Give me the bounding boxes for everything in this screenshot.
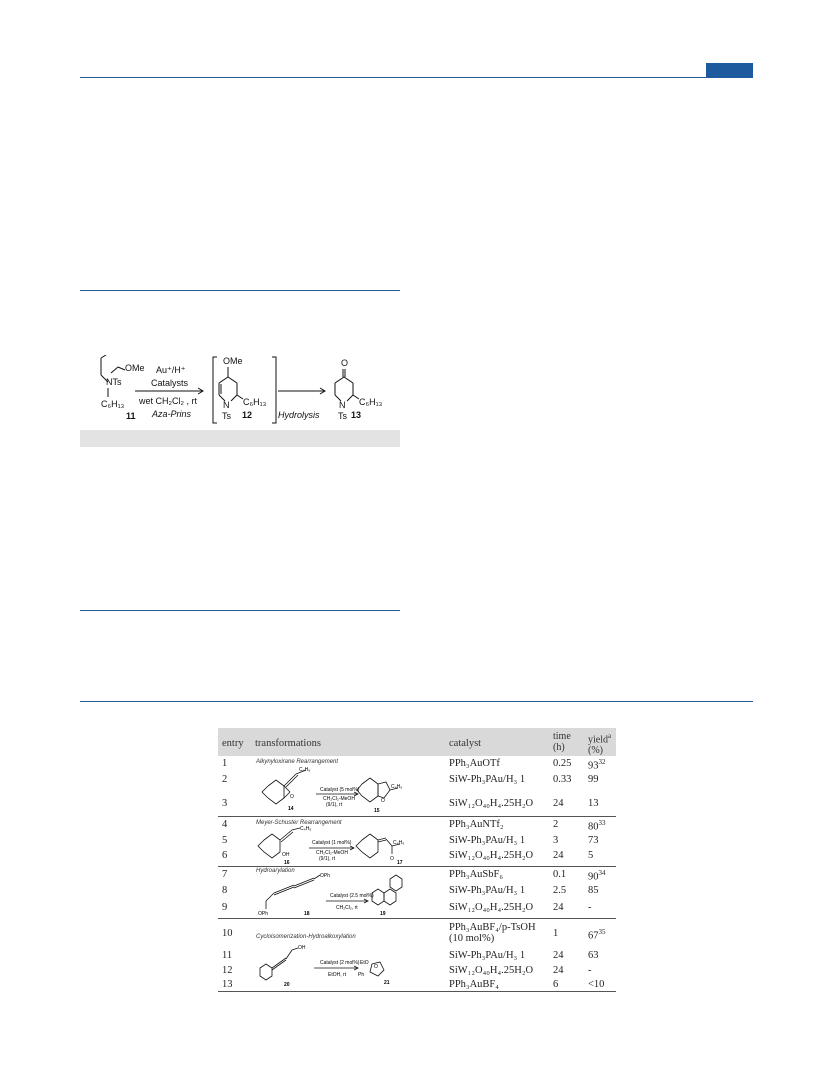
n-label-12: N	[223, 400, 230, 410]
table-row	[218, 965, 616, 979]
table-row	[218, 922, 616, 950]
yield-cell: <10	[588, 979, 605, 990]
entry-cell: 6	[222, 850, 228, 861]
table-row	[218, 835, 616, 849]
catalyst-cell: SiW₁₂O₄₀H₄.25H₂O	[449, 965, 534, 976]
cat-25-label: Catalyst (2.5 mol%)	[330, 893, 374, 899]
hydrolysis-label: Hydrolysis	[278, 410, 320, 420]
o-label-21: O	[374, 964, 378, 970]
time-cell: 6	[553, 979, 559, 990]
reagent-top: Au⁺/H⁺	[156, 365, 186, 375]
solvent-label-3: CH₂Cl₂, rt	[336, 905, 358, 911]
header-rule	[80, 77, 753, 78]
catalyst-cell: SiW-Ph₃PAu/H₃ 1	[449, 774, 526, 785]
table-row	[218, 979, 616, 993]
catalyst-cell: PPh₃AuBF₄	[449, 979, 499, 990]
time-cell: 1	[553, 928, 559, 939]
compound-13-label: 13	[351, 410, 362, 420]
catalyst-cell: PPh₃AuSbF₆	[449, 869, 504, 880]
section-separator-2	[218, 866, 616, 867]
section-cycloisomerization: Cycloisomerization-Hydroalkoxylation	[256, 934, 356, 940]
header-catalyst: catalyst	[449, 738, 482, 749]
section-separator-3	[218, 918, 616, 919]
yield-cell: $67^{35}$	[588, 928, 606, 942]
o-label-14: O	[290, 794, 294, 800]
time-cell: 24	[553, 950, 564, 961]
entry-cell: 12	[222, 965, 233, 976]
time-cell: 24	[553, 850, 564, 861]
ratio-label-1: (9/1), rt	[326, 802, 343, 808]
compound-19-label: 19	[380, 911, 386, 917]
figure-caption-bar	[80, 430, 400, 447]
yield-cell: $90^{34}$	[588, 869, 606, 883]
table-header	[218, 728, 616, 756]
table-top-rule	[80, 701, 753, 702]
header-time: time (h)	[553, 731, 571, 753]
catalyst-cell: SiW₁₂O₄₀H₄.25H₂O	[449, 902, 534, 913]
entry-cell: 13	[222, 979, 233, 990]
time-cell: 3	[553, 835, 559, 846]
cat-1-label: Catalyst (1 mol%)	[312, 840, 352, 846]
catalyst-cell: PPh₃AuBF₄/p-TsOH (10 mol%)	[449, 922, 536, 944]
cat-2-label: Catalyst (2 mol%)	[320, 960, 360, 966]
n-label-13: N	[339, 400, 346, 410]
o-label-17: O	[390, 856, 394, 862]
entry-cell: 11	[222, 950, 233, 961]
entry-cell: 3	[222, 798, 228, 809]
table-row	[218, 798, 616, 812]
ts-label-12: Ts	[222, 411, 231, 421]
yield-cell: $80^{33}$	[588, 819, 606, 833]
yield-cell: -	[588, 965, 592, 976]
time-cell: 0.1	[553, 869, 567, 880]
reagent-catalysts: Catalysts	[151, 378, 189, 388]
time-cell: 24	[553, 902, 564, 913]
yield-cell: 99	[588, 774, 599, 785]
cat-5-label: Catalyst (5 mol%)	[320, 787, 360, 793]
oph-label-bottom: OPh	[258, 911, 269, 917]
table-row	[218, 950, 616, 964]
entry-cell: 1	[222, 758, 228, 769]
solvent-label-4: EtOH, rt	[328, 972, 347, 978]
eto-label: EtO	[360, 960, 369, 966]
catalyst-cell: SiW₁₂O₄₀H₄.25H₂O	[449, 850, 534, 861]
header-yield: yield$^a$ (%)	[588, 732, 612, 757]
section-alkynyloxirane: Alkynyloxirane Rearrangement	[256, 759, 339, 765]
compound-12-label: 12	[242, 410, 253, 420]
catalysis-results-table	[218, 728, 616, 990]
header-transformations: transformations	[255, 738, 321, 749]
time-cell: 0.33	[553, 774, 572, 785]
section-hydroarylation: Hydroarylation	[256, 868, 295, 874]
yield-cell: 73	[588, 835, 599, 846]
compound-18-label: 18	[304, 911, 310, 917]
c6h13-label-11: C₆H₁₃	[101, 399, 125, 409]
catalyst-cell: PPh₃AuNTf₂	[449, 819, 504, 830]
entry-cell: 8	[222, 885, 228, 896]
ratio-label-2: (9/1), rt	[319, 856, 336, 862]
entry-cell: 10	[222, 928, 233, 939]
time-cell: 24	[553, 798, 564, 809]
compound-16-label: 16	[284, 860, 290, 866]
section-meyer-schuster: Meyer-Schuster Rearrangement	[256, 820, 342, 826]
catalyst-cell: SiW-Ph₃PAu/H₃ 1	[449, 835, 526, 846]
c4h9-label-16: C₄H₉	[300, 826, 312, 832]
oh-label-20: OH	[298, 945, 306, 951]
ts-label-13: Ts	[338, 411, 347, 421]
c6h13-label-13: C₆H₁₃	[359, 397, 383, 407]
entry-cell: 4	[222, 819, 228, 830]
table-row	[218, 758, 616, 772]
catalyst-cell: SiW-Ph₃PAu/H₃ 1	[449, 885, 526, 896]
compound-15-label: 15	[374, 808, 380, 814]
c6h13-label-12: C₆H₁₃	[243, 397, 267, 407]
reagent-solvent: wet CH₂Cl₂ , rt	[139, 396, 197, 406]
catalyst-cell: PPh₃AuOTf	[449, 758, 500, 769]
table-row	[218, 869, 616, 883]
yield-cell: -	[588, 902, 592, 913]
compound-21-label: 21	[384, 980, 390, 986]
section-separator-1	[218, 816, 616, 817]
compound-17-label: 17	[397, 860, 403, 866]
aza-prins-scheme	[80, 355, 400, 425]
time-cell: 2.5	[553, 885, 567, 896]
compound-20-label: 20	[284, 982, 290, 988]
entry-cell: 2	[222, 774, 228, 785]
yield-cell: 85	[588, 885, 599, 896]
c4h9-label-15: C₄H₉	[391, 784, 403, 790]
yield-cell: 13	[588, 798, 599, 809]
yield-cell: 63	[588, 950, 599, 961]
table-row	[218, 819, 616, 833]
ph-label: Ph	[358, 972, 365, 978]
nts-label: NTs	[106, 377, 122, 387]
entry-cell: 5	[222, 835, 228, 846]
table-row	[218, 885, 616, 899]
entry-cell: 7	[222, 869, 228, 880]
compound-11-label: 11	[126, 411, 136, 421]
catalyst-cell: SiW₁₂O₄₀H₄.25H₂O	[449, 798, 534, 809]
oph-label-top: OPh	[320, 873, 331, 879]
column-section-rule	[80, 610, 400, 611]
header-entry: entry	[222, 738, 244, 749]
solvent-label-2: CH₂Cl₂-MeOH	[316, 850, 348, 856]
aza-prins-label: Aza-Prins	[152, 409, 192, 419]
o-label-13: O	[341, 358, 349, 368]
c4h9-label-17: C₄H₉	[393, 840, 404, 846]
c4h9-label-14: C₄H₉	[299, 767, 311, 773]
entry-cell: 9	[222, 902, 228, 913]
table-row	[218, 850, 616, 864]
ome-label: OMe	[125, 363, 145, 373]
table-row	[218, 902, 616, 916]
catalyst-cell: SiW-Ph₃PAu/H₃ 1	[449, 950, 526, 961]
solvent-label-1: CH₂Cl₂-MeOH	[323, 796, 355, 802]
figure-top-rule	[80, 290, 400, 291]
yield-cell: 5	[588, 850, 594, 861]
oh-label-16: OH	[282, 852, 290, 858]
page-tab-marker	[706, 63, 753, 78]
time-cell: 0.25	[553, 758, 572, 769]
compound-14-label: 14	[288, 806, 294, 812]
table-row	[218, 774, 616, 788]
time-cell: 2	[553, 819, 559, 830]
yield-cell: $93^{32}$	[588, 758, 606, 772]
o-label-15: O	[381, 798, 385, 804]
time-cell: 24	[553, 965, 564, 976]
ome-label-12: OMe	[223, 356, 243, 366]
